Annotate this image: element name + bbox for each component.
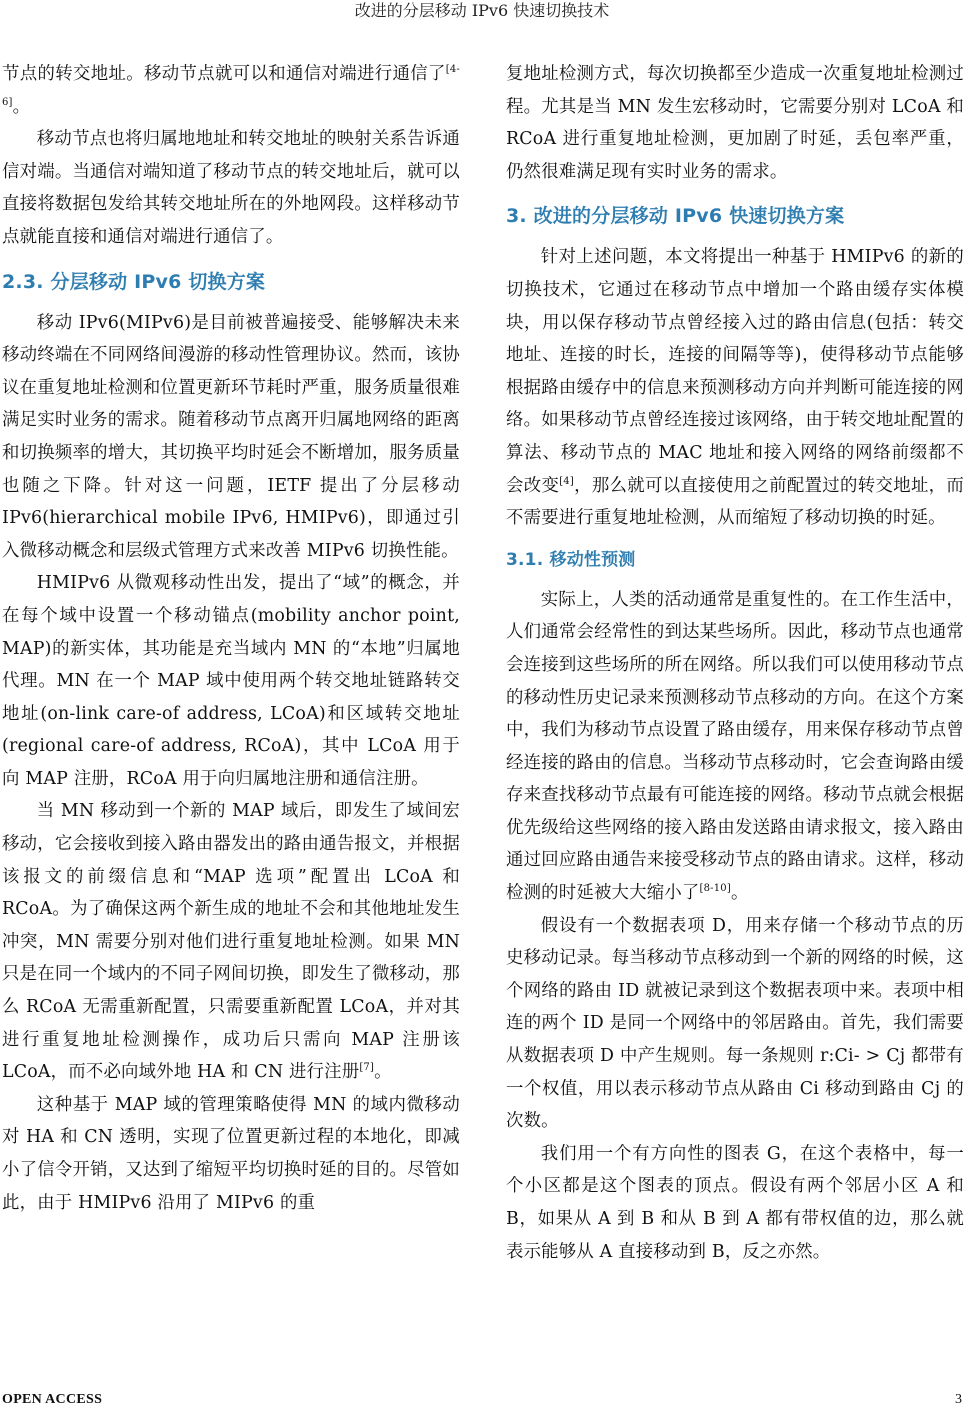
section-heading-3: 3. 改进的分层移动 IPv6 快速切换方案 xyxy=(506,205,845,228)
paragraph xyxy=(2,795,460,1088)
paragraph-tail: 。 xyxy=(374,1062,392,1083)
paragraph: 这种基于 MAP 域的管理策略使得 MN 的域内微移动对 HA 和 CN 透明，实现了位置更新过程的本地化，即减小了信令开销，又达到了缩短平均切换时延的目的。尽管如此，由于 HMIPv6 沿用了 MIPv6 的重 xyxy=(2,1094,460,1213)
paragraph-tail: 。 xyxy=(12,96,31,117)
citation: [8-10] xyxy=(699,883,731,895)
paragraph: 复地址检测方式，每次切换都至少造成一次重复地址检测过程。尤其是当 MN 发生宏移动时，它需要分别对 LCoA 和 RCoA 进行重复地址检测，更加剧了时延，丢包率严重，仍然很难满足现有实时业务的需求。 xyxy=(506,64,964,182)
running-header: 改进的分层移动 IPv6 快速切换技术 xyxy=(354,1,610,20)
section-heading-2-3: 2.3. 分层移动 IPv6 切换方案 xyxy=(2,270,266,293)
paragraph: 我们用一个有方向性的图表 G，在这个表格中，每一个小区都是这个图表的顶点。假设有两个邻居小区 A 和 B，如果从 A 到 B 和从 B 到 A 都有带权值的边，那么就表示能够从 A 直接移动到 B，反之亦然。 xyxy=(506,1143,964,1262)
paragraph: 移动 IPv6(MIPv6)是目前被普遍接受、能够解决未来移动终端在不同网络间漫游的移动性管理协议。然而，该协议在重复地址检测和位置更新环节耗时严重，服务质量很难满足实时业务的需求。随着移动节点离开归属地网络的距离和切换频率的增大，其切换平均时延会不断增加，服务质量也随之下降。针对这一问题，IETF 提出了分层移动 IPv6(hierarchical mobile IPv6, HMIPv6)，即通过引入微移动概念和层级式管理方式来改善 MIPv6 切换性能。 xyxy=(2,312,460,561)
journal-footer: OPEN ACCESS xyxy=(2,1392,103,1407)
section-heading-3-1: 3.1. 移动性预测 xyxy=(506,549,636,570)
paragraph: 假设有一个数据表项 D，用来存储一个移动节点的历史移动记录。每当移动节点移动到一个新的网络的时候，这个网络的路由 ID 就被记录到这个数据表项中来。表项中相连的两个 ID 是同一个网络中的邻居路由。首先，我们需要从数据表项 D 中产生规则。每一条规则 r:Ci- > Cj 都带有一个权值，用以表示移动节点从路由 Ci 移动到路由 Cj 的次数。 xyxy=(506,915,964,1132)
paragraph-text: 当 MN 移动到一个新的 MAP 域后，即发生了域间宏移动，它会接收到接入路由器发出的路由通告报文，并根据该报文的前缀信息和“MAP 选项”配置出 LCoA 和 RCoA。为了确保这两个新生成的地址不会和其他地址发生冲突，MN 需要分别对他们进行重复地址检测。如果 MN 只是在同一个域内的不同子网间切换，即发生了微移动，那么 RCoA 无需重新配置，只需要重新配置 LCoA，并对其进行重复地址检测操作，成功后只需向 MAP 注册该 LCoA，而不必向域外地 HA 和 CN 进行注册 xyxy=(2,801,460,1083)
paragraph-tail: 。 xyxy=(730,883,749,904)
citation: [4] xyxy=(559,475,574,487)
paragraph xyxy=(506,241,964,534)
right-column xyxy=(506,58,964,1268)
page-number: 3 xyxy=(955,1392,962,1407)
paragraph-text: 节点的转交地址。移动节点就可以和通信对端进行通信了 xyxy=(2,64,446,84)
paragraph-tail: ，那么就可以直接使用之前配置过的转交地址，而不需要进行重复地址检测，从而缩短了移动切换的时延。 xyxy=(506,475,964,529)
paragraph: 移动节点也将归属地地址和转交地址的映射关系告诉通信对端。当通信对端知道了移动节点的转交地址后，就可以直接将数据包发给其转交地址所在的外地网段。这样移动节点就能直接和通信对端进行通信了。 xyxy=(2,129,460,247)
paragraph-text: 实际上，人类的活动通常是重复性的。在工作生活中，人们通常会经常性的到达某些场所。因此，移动节点也通常会连接到这些场所的所在网络。所以我们可以使用移动节点的移动性历史记录来预测移动节点移动的方向。在这个方案中，我们为移动节点设置了路由缓存，用来保存移动节点曾经连接的路由的信息。当移动节点移动时，它会查询路由缓存来查找移动节点最有可能连接的网络。移动节点就会根据优先级给这些网络的接入路由发送路由请求报文，接入路由通过回应路由通告来接受移动节点的路由请求。这样，移动检测的时延被大大缩小了 xyxy=(506,589,964,904)
paragraph: HMIPv6 从微观移动性出发，提出了“域”的概念，并在每个域中设置一个移动锚点(mobility anchor point, MAP)的新实体，其功能是充当域内 MN 的“本地”归属地代理。MN 在一个 MAP 域中使用两个转交地址链路转交地址(on-link care-of address, LCoA)和区域转交地址(regional care-of address, RCoA)，其中 LCoA 用于向 MAP 注册，RCoA 用于向归属地注册和通信注册。 xyxy=(2,573,460,789)
citation: [4-6] xyxy=(2,64,460,108)
citation: [7] xyxy=(359,1062,375,1074)
paragraph-text: 针对上述问题，本文将提出一种基于 HMIPv6 的新的切换技术，它通过在移动节点中增加一个路由缓存实体模块，用以保存移动节点曾经接入过的路由信息(包括：转交地址、连接的时长，连接的间隔等等)，使得移动节点能够根据路由缓存中的信息来预测移动方向并判断可能连接的网络。如果移动节点曾经连接过该网络，由于转交地址配置的算法、移动节点的 MAC 地址和接入网络的网络前缀都不会改变 xyxy=(506,247,964,496)
paragraph xyxy=(2,58,460,123)
left-column xyxy=(2,58,460,1219)
paragraph xyxy=(506,584,964,910)
